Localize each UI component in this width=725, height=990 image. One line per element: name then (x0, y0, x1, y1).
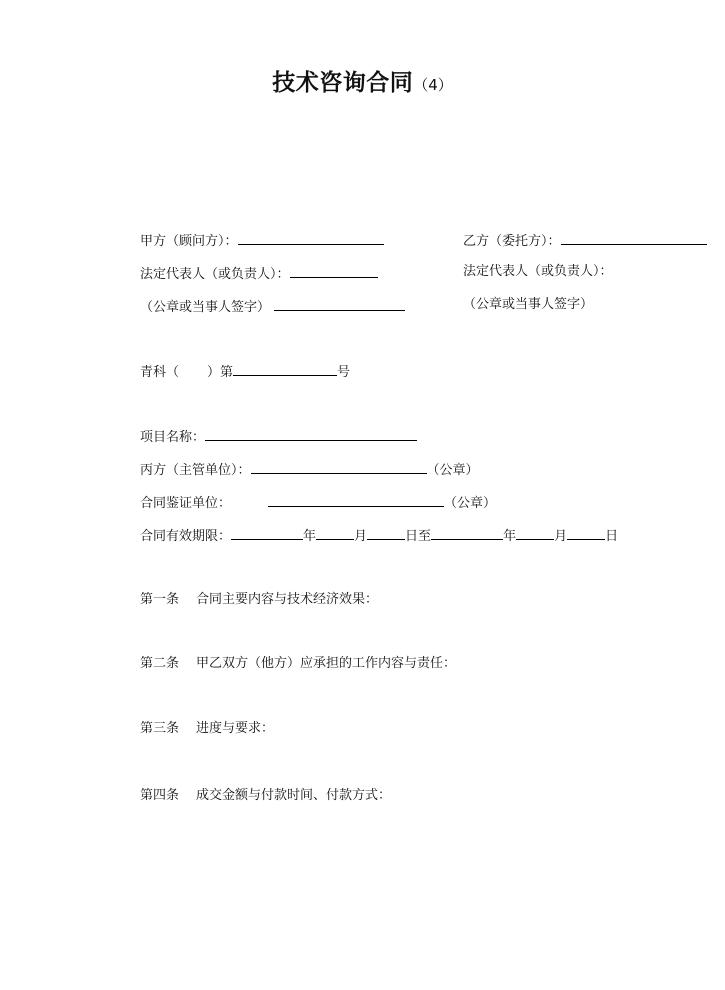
start-day-field[interactable] (367, 526, 405, 540)
party-a-field[interactable] (238, 231, 384, 245)
party-b-field[interactable] (561, 231, 707, 245)
project-name-field[interactable] (205, 427, 417, 441)
title-number: （4） (413, 76, 453, 94)
contract-no-field[interactable] (233, 362, 337, 376)
project-name-label: 项目名称： (140, 430, 206, 445)
party-a-label: 甲方（顾问方）： (140, 234, 238, 249)
article-4 (140, 788, 391, 804)
start-month-field[interactable] (316, 526, 354, 540)
end-year-unit: 年 (503, 529, 517, 544)
verifier-seal: （公章） (444, 496, 497, 511)
verifier-row (140, 493, 496, 512)
verifier-field[interactable] (268, 493, 444, 507)
party-c-field[interactable] (251, 460, 427, 474)
contract-no-prefix: 青科（ (140, 365, 180, 380)
project-name-row (140, 427, 417, 446)
article-2 (140, 656, 456, 672)
legal-rep-a-field[interactable] (290, 264, 378, 278)
end-month-unit: 月 (554, 529, 568, 544)
article-4-text: 成交金额与付款时间、付款方式： (196, 788, 392, 803)
party-c-label: 丙方（主管单位）： (140, 463, 251, 478)
title-main: 技术咨询合同 (272, 70, 414, 96)
start-year-field[interactable] (231, 526, 303, 540)
contract-no-close: ）第 (207, 365, 234, 380)
article-3 (140, 721, 274, 737)
verifier-label: 合同鉴证单位： (140, 496, 232, 511)
end-year-field[interactable] (431, 526, 503, 540)
start-month-unit: 月 (354, 529, 368, 544)
seal-a-label: （公章或当事人签字） (140, 300, 271, 315)
start-year-unit: 年 (303, 529, 317, 544)
validity-row (140, 526, 618, 545)
day-to-label: 日至 (405, 529, 432, 544)
document-title (0, 64, 725, 97)
seal-b-row (463, 297, 593, 313)
article-3-text: 进度与要求： (196, 721, 275, 736)
article-1 (140, 592, 378, 608)
article-2-number: 第二条 (140, 656, 180, 671)
end-day-field[interactable] (567, 526, 605, 540)
end-day-unit: 日 (605, 529, 619, 544)
article-1-text: 合同主要内容与技术经济效果： (196, 592, 379, 607)
legal-rep-a-row (140, 264, 378, 283)
legal-rep-a-label: 法定代表人（或负责人）： (140, 267, 290, 282)
article-2-text: 甲乙双方（他方）应承担的工作内容与责任： (196, 656, 457, 671)
seal-a-field[interactable] (274, 297, 405, 311)
article-4-number: 第四条 (140, 788, 180, 803)
party-b-label: 乙方（委托方）： (463, 234, 561, 249)
party-c-row (140, 460, 479, 479)
contract-no-suffix: 号 (337, 365, 351, 380)
seal-a-row (140, 297, 405, 316)
seal-b-label: （公章或当事人签字） (463, 297, 594, 312)
contract-number-row (140, 362, 350, 381)
legal-rep-b-row (463, 264, 613, 280)
party-b-row (463, 231, 707, 250)
legal-rep-b-label: 法定代表人（或负责人）： (463, 264, 613, 279)
article-1-number: 第一条 (140, 592, 180, 607)
party-a-row (140, 231, 384, 250)
validity-label: 合同有效期限： (140, 529, 232, 544)
article-3-number: 第三条 (140, 721, 180, 736)
end-month-field[interactable] (516, 526, 554, 540)
party-c-seal: （公章） (426, 463, 479, 478)
